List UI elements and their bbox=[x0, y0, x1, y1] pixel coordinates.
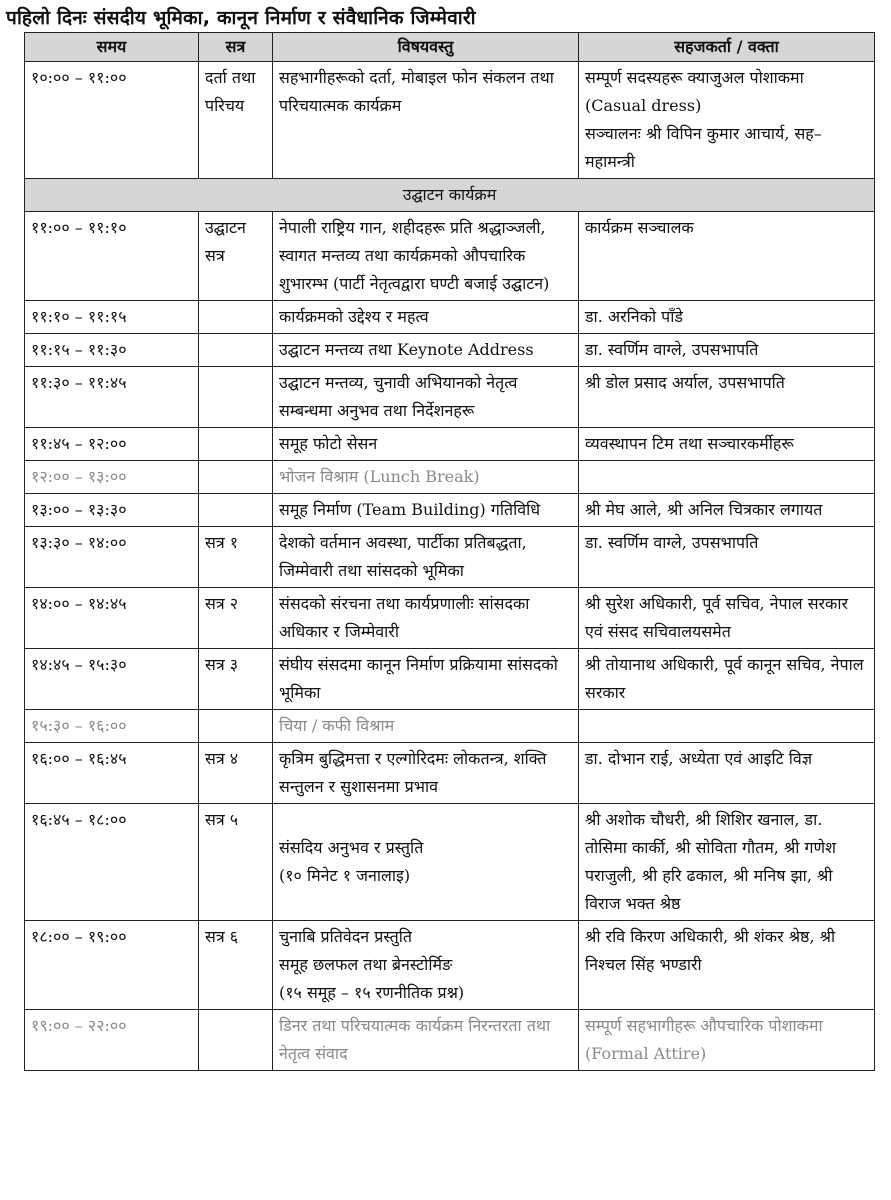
schedule-table bbox=[24, 32, 875, 1071]
session-cell bbox=[199, 1010, 273, 1071]
speaker-cell: श्री तोयानाथ अधिकारी, पूर्व कानून सचिव, नेपाल सरकार bbox=[579, 649, 875, 710]
speaker-text: सम्पूर्ण सदस्यहरू क्याजुअल पोशाकमा bbox=[585, 68, 804, 87]
topic-text: चुनाबि प्रतिवेदन प्रस्तुति bbox=[279, 927, 412, 946]
table-row bbox=[25, 527, 875, 588]
topic-cell: संघीय संसदमा कानून निर्माण प्रक्रियामा सांसदको भूमिका bbox=[273, 649, 579, 710]
topic-note: (१० मिनेट १ जनालाइ) bbox=[279, 866, 411, 885]
time-cell: ११:१० – ११:१५ bbox=[25, 301, 199, 334]
session-cell: उद्घाटन सत्र bbox=[199, 212, 273, 301]
topic-cell: देशको वर्तमान अवस्था, पार्टीका प्रतिबद्धता, जिम्मेवारी तथा सांसदको भूमिका bbox=[273, 527, 579, 588]
topic-cell: सहभागीहरूको दर्ता, मोबाइल फोन संकलन तथा परिचयात्मक कार्यक्रम bbox=[273, 62, 579, 179]
time-cell: १३:३० – १४:०० bbox=[25, 527, 199, 588]
table-row bbox=[25, 494, 875, 527]
session-cell: सत्र ६ bbox=[199, 921, 273, 1010]
speaker-moderator: सञ्चालनः श्री विपिन कुमार आचार्य, सह–महामन्त्री bbox=[585, 124, 822, 171]
topic-note: (१५ समूह – १५ रणनीतिक प्रश्न) bbox=[279, 983, 465, 1002]
topic-subtext: समूह छलफल तथा ब्रेनस्टोर्मिङ bbox=[279, 955, 453, 974]
section-row bbox=[25, 179, 875, 212]
topic-cell: चिया / कफी विश्राम bbox=[273, 710, 579, 743]
speaker-cell: श्री अशोक चौधरी, श्री शिशिर खनाल, डा. तोसिमा कार्की, श्री सोविता गौतम, श्री गणेश पराजुली, श्री हरि ढकाल, श्री मनिष झा, श्री विराज भक्त श्रेष्ठ bbox=[579, 804, 875, 921]
speaker-cell bbox=[579, 1010, 875, 1071]
time-cell: ११:३० – ११:४५ bbox=[25, 367, 199, 428]
speaker-cell bbox=[579, 461, 875, 494]
topic-cell: उद्घाटन मन्तव्य, चुनावी अभियानको नेतृत्व सम्बन्धमा अनुभव तथा निर्देशनहरू bbox=[273, 367, 579, 428]
topic-cell: डिनर तथा परिचयात्मक कार्यक्रम निरन्तरता तथा नेतृत्व संवाद bbox=[273, 1010, 579, 1071]
topic-cell bbox=[273, 921, 579, 1010]
time-cell: १९:०० – २२:०० bbox=[25, 1010, 199, 1071]
table-row bbox=[25, 212, 875, 301]
time-cell: १६:४५ – १८:०० bbox=[25, 804, 199, 921]
speaker-cell: श्री रवि किरण अधिकारी, श्री शंकर श्रेष्ठ, श्री निश्चल सिंह भण्डारी bbox=[579, 921, 875, 1010]
table-row bbox=[25, 367, 875, 428]
speaker-cell: डा. अरनिको पाँडे bbox=[579, 301, 875, 334]
column-header-session: सत्र bbox=[199, 33, 273, 62]
session-cell bbox=[199, 367, 273, 428]
speaker-cell: श्री मेघ आले, श्री अनिल चित्रकार लगायत bbox=[579, 494, 875, 527]
time-cell: १४:४५ – १५:३० bbox=[25, 649, 199, 710]
table-row bbox=[25, 588, 875, 649]
session-cell bbox=[199, 494, 273, 527]
time-cell: १५:३० – १६:०० bbox=[25, 710, 199, 743]
table-row bbox=[25, 62, 875, 179]
session-cell bbox=[199, 428, 273, 461]
time-cell: ११:१५ – ११:३० bbox=[25, 334, 199, 367]
topic-cell: कार्यक्रमको उद्देश्य र महत्व bbox=[273, 301, 579, 334]
session-cell bbox=[199, 334, 273, 367]
topic-cell: उद्घाटन मन्तव्य तथा Keynote Address bbox=[273, 334, 579, 367]
speaker-dress-note: (Formal Attire) bbox=[585, 1044, 707, 1063]
column-header-speaker: सहजकर्ता / वक्ता bbox=[579, 33, 875, 62]
session-cell bbox=[199, 461, 273, 494]
session-cell: दर्ता तथा परिचय bbox=[199, 62, 273, 179]
section-heading-opening: उद्घाटन कार्यक्रम bbox=[25, 179, 875, 212]
speaker-cell bbox=[579, 62, 875, 179]
topic-cell: संसदको संरचना तथा कार्यप्रणालीः सांसदका अधिकार र जिम्मेवारी bbox=[273, 588, 579, 649]
topic-cell: कृत्रिम बुद्धिमत्ता र एल्गोरिदमः लोकतन्त्र, शक्ति सन्तुलन र सुशासनमा प्रभाव bbox=[273, 743, 579, 804]
table-row bbox=[25, 804, 875, 921]
time-cell: १२:०० – १३:०० bbox=[25, 461, 199, 494]
topic-text: संसदिय अनुभव र प्रस्तुति bbox=[279, 838, 424, 857]
topic-cell bbox=[273, 804, 579, 921]
session-cell bbox=[199, 710, 273, 743]
table-row bbox=[25, 743, 875, 804]
speaker-cell: श्री सुरेश अधिकारी, पूर्व सचिव, नेपाल सरकार एवं संसद सचिवालयसमेत bbox=[579, 588, 875, 649]
time-cell: १३:०० – १३:३० bbox=[25, 494, 199, 527]
table-row bbox=[25, 301, 875, 334]
topic-cell: समूह निर्माण (Team Building) गतिविधि bbox=[273, 494, 579, 527]
table-row bbox=[25, 428, 875, 461]
session-cell: सत्र ४ bbox=[199, 743, 273, 804]
time-cell: ११:०० – ११:१० bbox=[25, 212, 199, 301]
time-cell: ११:४५ – १२:०० bbox=[25, 428, 199, 461]
column-header-topic: विषयवस्तु bbox=[273, 33, 579, 62]
speaker-cell: डा. स्वर्णिम वाग्ले, उपसभापति bbox=[579, 527, 875, 588]
speaker-cell: श्री डोल प्रसाद अर्याल, उपसभापति bbox=[579, 367, 875, 428]
table-row bbox=[25, 334, 875, 367]
table-row bbox=[25, 649, 875, 710]
table-header-row bbox=[25, 33, 875, 62]
column-header-time: समय bbox=[25, 33, 199, 62]
speaker-dress-note: (Casual dress) bbox=[585, 96, 702, 115]
session-cell: सत्र ५ bbox=[199, 804, 273, 921]
topic-cell: भोजन विश्राम (Lunch Break) bbox=[273, 461, 579, 494]
speaker-text: सम्पूर्ण सहभागीहरू औपचारिक पोशाकमा bbox=[585, 1016, 823, 1035]
speaker-cell bbox=[579, 710, 875, 743]
session-cell: सत्र १ bbox=[199, 527, 273, 588]
session-cell: सत्र २ bbox=[199, 588, 273, 649]
page-title: पहिलो दिनः संसदीय भूमिका, कानून निर्माण र संवैधानिक जिम्मेवारी bbox=[6, 7, 476, 29]
topic-cell: समूह फोटो सेसन bbox=[273, 428, 579, 461]
time-cell: १०:०० – ११:०० bbox=[25, 62, 199, 179]
table-row-break bbox=[25, 461, 875, 494]
time-cell: १६:०० – १६:४५ bbox=[25, 743, 199, 804]
session-cell bbox=[199, 301, 273, 334]
speaker-cell: डा. स्वर्णिम वाग्ले, उपसभापति bbox=[579, 334, 875, 367]
topic-cell: नेपाली राष्ट्रिय गान, शहीदहरू प्रति श्रद्धाञ्जली, स्वागत मन्तव्य तथा कार्यक्रमको औपचारिक शुभारम्भ (पार्टी नेतृत्वद्वारा घण्टी बजाई उद्घाटन) bbox=[273, 212, 579, 301]
table-row-dinner bbox=[25, 1010, 875, 1071]
table-row-break bbox=[25, 710, 875, 743]
table-row bbox=[25, 921, 875, 1010]
session-cell: सत्र ३ bbox=[199, 649, 273, 710]
time-cell: १४:०० – १४:४५ bbox=[25, 588, 199, 649]
speaker-cell: व्यवस्थापन टिम तथा सञ्चारकर्मीहरू bbox=[579, 428, 875, 461]
time-cell: १८:०० – १९:०० bbox=[25, 921, 199, 1010]
speaker-cell: कार्यक्रम सञ्चालक bbox=[579, 212, 875, 301]
speaker-cell: डा. दोभान राई, अध्येता एवं आइटि विज्ञ bbox=[579, 743, 875, 804]
